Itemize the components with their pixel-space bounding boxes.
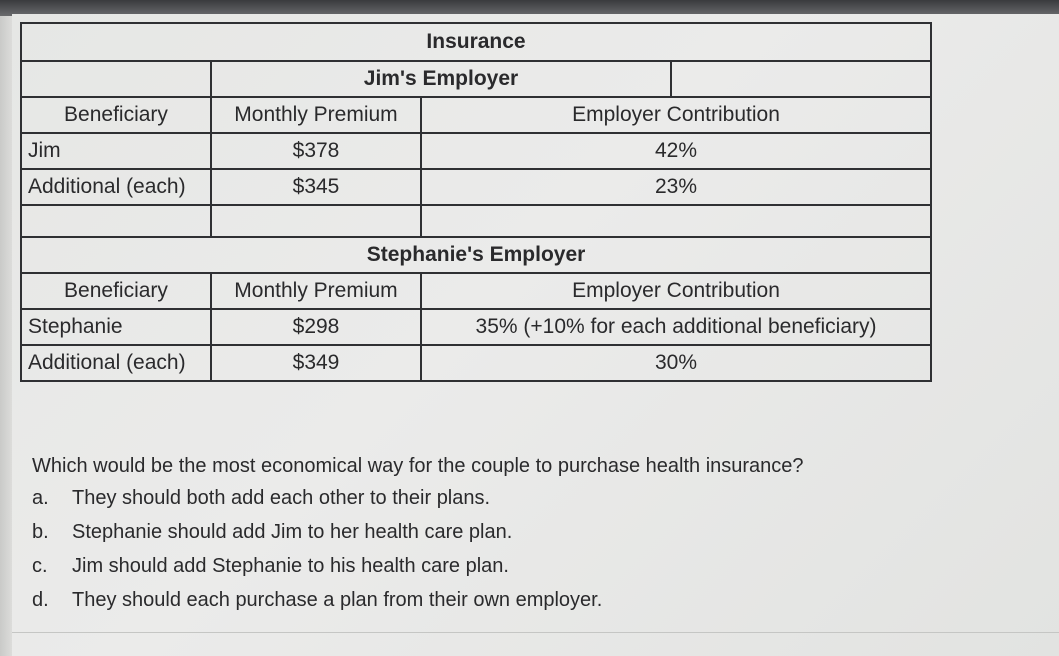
option-letter: d.	[32, 589, 49, 611]
insurance-table	[20, 22, 932, 382]
answer-option-c[interactable]	[32, 555, 602, 589]
premium-cell: $345	[211, 169, 421, 205]
contribution-cell: 35% (+10% for each additional beneficiary)	[421, 309, 931, 345]
empty-cell	[211, 205, 421, 237]
column-header-employer-contribution: Employer Contribution	[421, 97, 931, 133]
table-title-row	[21, 23, 931, 61]
jim-employer-heading: Jim's Employer	[211, 61, 671, 97]
empty-cell	[21, 61, 211, 97]
question-text: Which would be the most economical way for the couple to purchase health insurance?	[32, 455, 804, 477]
option-text: Jim should add Stephanie to his health care plan.	[72, 555, 509, 577]
empty-cell	[671, 61, 931, 97]
beneficiary-cell: Jim	[21, 133, 211, 169]
table-row	[21, 133, 931, 169]
column-header-employer-contribution: Employer Contribution	[421, 273, 931, 309]
option-text: Stephanie should add Jim to her health care plan.	[72, 521, 513, 543]
column-header-monthly-premium: Monthly Premium	[211, 273, 421, 309]
option-letter: c.	[32, 555, 48, 577]
table-row	[21, 345, 931, 381]
option-text: They should both add each other to their plans.	[72, 487, 491, 509]
blank-separator-row	[21, 205, 931, 237]
premium-cell: $298	[211, 309, 421, 345]
answer-option-d[interactable]	[32, 589, 602, 623]
table-row	[21, 169, 931, 205]
empty-cell	[421, 205, 931, 237]
answer-options	[32, 487, 602, 623]
option-letter: a.	[32, 487, 49, 509]
column-header-beneficiary: Beneficiary	[21, 97, 211, 133]
beneficiary-cell: Additional (each)	[21, 345, 211, 381]
column-header-monthly-premium: Monthly Premium	[211, 97, 421, 133]
option-text: They should each purchase a plan from their own employer.	[72, 589, 603, 611]
jim-column-header-row	[21, 97, 931, 133]
empty-cell	[21, 205, 211, 237]
beneficiary-cell: Stephanie	[21, 309, 211, 345]
answer-option-b[interactable]	[32, 521, 602, 555]
premium-cell: $378	[211, 133, 421, 169]
contribution-cell: 23%	[421, 169, 931, 205]
table-title: Insurance	[21, 23, 931, 61]
table-row	[21, 309, 931, 345]
option-letter: b.	[32, 521, 49, 543]
beneficiary-cell: Additional (each)	[21, 169, 211, 205]
contribution-cell: 42%	[421, 133, 931, 169]
contribution-cell: 30%	[421, 345, 931, 381]
page-divider	[12, 632, 1059, 633]
left-edge-shadow	[0, 16, 12, 656]
stephanie-section-heading-row	[21, 237, 931, 273]
column-header-beneficiary: Beneficiary	[21, 273, 211, 309]
premium-cell: $349	[211, 345, 421, 381]
stephanie-employer-heading: Stephanie's Employer	[21, 237, 931, 273]
jim-section-heading-row	[21, 61, 931, 97]
answer-option-a[interactable]	[32, 487, 602, 521]
stephanie-column-header-row	[21, 273, 931, 309]
